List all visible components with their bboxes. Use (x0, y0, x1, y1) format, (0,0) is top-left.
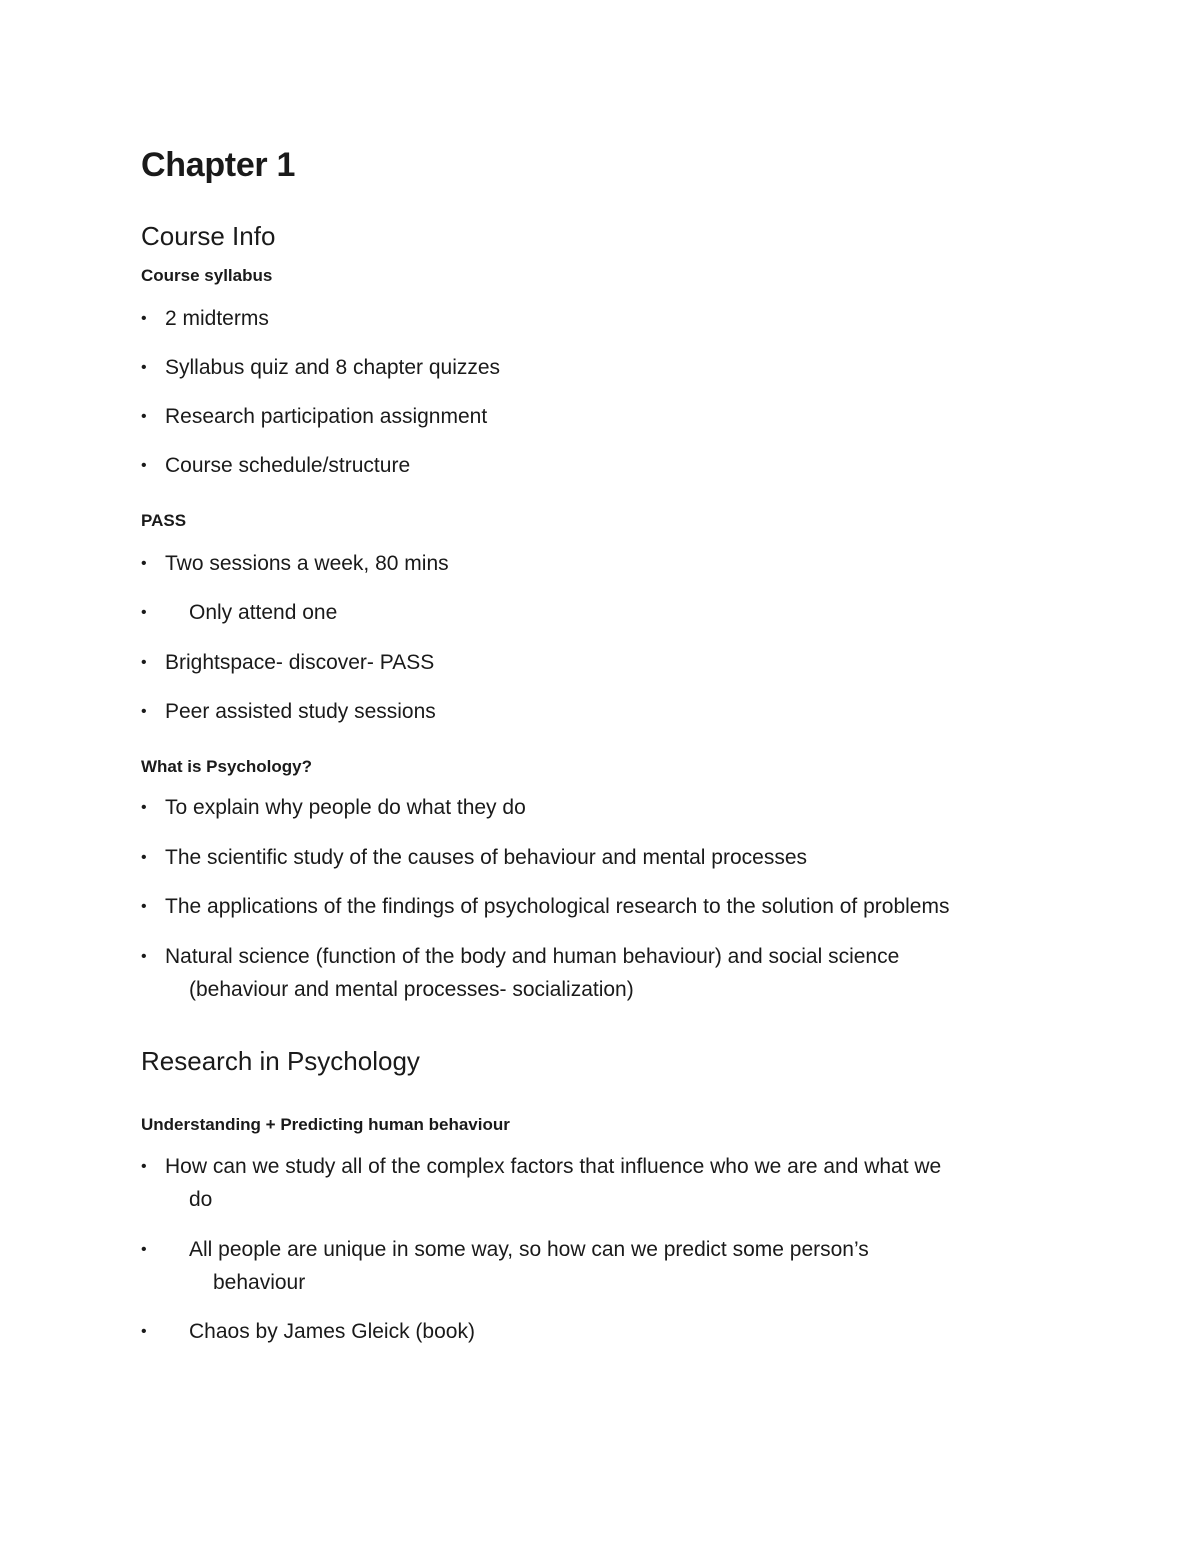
list-item-text: All people are unique in some way, so how can we predict some person’s (189, 1238, 869, 1261)
subheading-pass: PASS (141, 511, 187, 530)
list-item (141, 646, 1071, 679)
list-item (141, 841, 1071, 874)
bullet-icon: • (141, 948, 147, 965)
list-item-continuation: (behaviour and mental processes- socialization) (189, 978, 634, 1001)
subheading-understanding-predicting: Understanding + Predicting human behaviour (141, 1115, 510, 1134)
bullet-icon: • (141, 457, 147, 474)
list-item (141, 890, 1071, 923)
bullet-icon: • (141, 799, 147, 816)
bullet-icon: • (141, 310, 147, 327)
bullet-icon: • (141, 1241, 147, 1258)
list-item-continuation: behaviour (213, 1271, 306, 1294)
list-item-text: 2 midterms (165, 307, 269, 330)
list-item-text: Peer assisted study sessions (165, 700, 436, 723)
bullet-icon: • (141, 359, 147, 376)
list-item-text: Brightspace- discover- PASS (165, 651, 435, 674)
list-item (141, 695, 1071, 728)
list-item-text: Only attend one (189, 601, 338, 624)
list-item-text: Chaos by James Gleick (book) (189, 1320, 475, 1343)
chapter-title: Chapter 1 (141, 146, 296, 184)
list-item-text: The scientific study of the causes of behaviour and mental processes (165, 846, 808, 869)
bullet-icon: • (141, 555, 147, 572)
bullet-icon: • (141, 408, 147, 425)
bullet-icon: • (141, 654, 147, 671)
section-heading-course-info: Course Info (141, 221, 276, 251)
list-item (141, 940, 1071, 1006)
bullet-icon: • (141, 604, 147, 621)
list-item-continuation: do (189, 1188, 213, 1211)
list-item-text: How can we study all of the complex factors that influence who we are and what we (165, 1155, 942, 1178)
bullet-icon: • (141, 898, 147, 915)
list-item (141, 1315, 1071, 1348)
list-item-text: Two sessions a week, 80 mins (165, 552, 449, 575)
list-item (141, 302, 1071, 335)
subheading-course-syllabus: Course syllabus (141, 266, 273, 285)
bullet-icon: • (141, 849, 147, 866)
list-item-text: Syllabus quiz and 8 chapter quizzes (165, 356, 501, 379)
section-heading-research: Research in Psychology (141, 1046, 420, 1076)
list-item-text: Research participation assignment (165, 405, 488, 428)
list-item-text: Course schedule/structure (165, 454, 411, 477)
list-item-text: To explain why people do what they do (165, 796, 526, 819)
list-item (141, 547, 1071, 580)
list-item (141, 596, 1071, 629)
list-item (141, 791, 1071, 824)
bullet-icon: • (141, 1158, 147, 1175)
subheading-what-is-psychology: What is Psychology? (141, 757, 312, 776)
list-item (141, 1150, 1071, 1216)
list-item (141, 400, 1071, 433)
bullet-icon: • (141, 703, 147, 720)
list-item-text: The applications of the findings of psychological research to the solution of problems (165, 895, 950, 918)
bullet-icon: • (141, 1323, 147, 1340)
list-item (141, 1233, 1071, 1299)
list-item-text: Natural science (function of the body and human behaviour) and social science (165, 945, 900, 968)
list-item (141, 351, 1071, 384)
list-item (141, 449, 1071, 482)
